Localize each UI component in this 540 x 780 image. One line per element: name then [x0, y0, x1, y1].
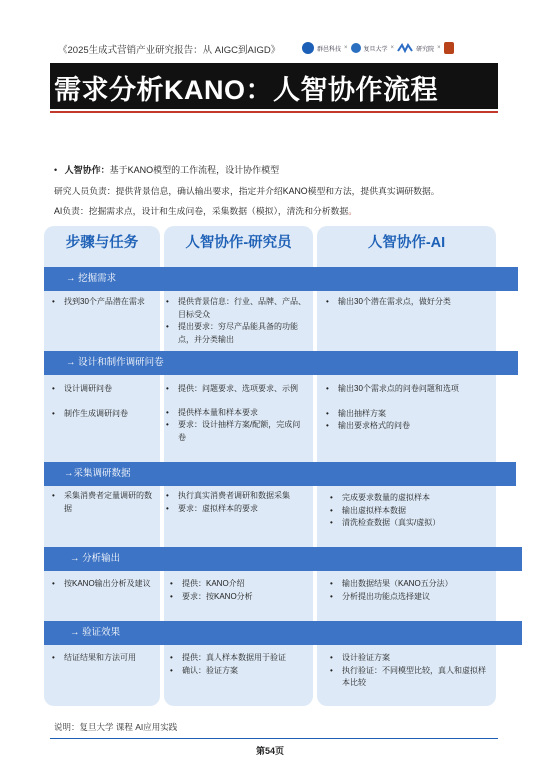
researcher-cell-4 — [170, 578, 306, 603]
ai-logo-icon — [444, 42, 454, 54]
report-title: 《2025生成式营销产业研究报告：从 AIGC到AIGD》 — [58, 45, 281, 56]
list-item: • 输出30个潜在需求点，做好分类 — [326, 296, 491, 309]
ai-cell-4 — [330, 578, 491, 603]
list-item: • 完成要求数量的虚拟样本 — [330, 492, 491, 505]
intro-line-3-text: AI负责：挖掘需求点，设计和生成问卷，采集数据（模拟），清洗和分析数据 — [54, 206, 349, 216]
partner-logos: 群邑科技 × 复旦大学 × 研究院 × — [302, 40, 498, 56]
ai-cell-3 — [330, 492, 491, 530]
section-title: → 验证效果 — [70, 627, 121, 638]
logo-text-3: 研究院 — [416, 46, 435, 53]
list-item: • 输出虚拟样本数据 — [330, 505, 491, 518]
list-item: • 清洗检查数据（真实/虚拟） — [330, 517, 491, 530]
list-item: • 确认：验证方案 — [170, 665, 306, 678]
section-title: → 挖掘需求 — [66, 273, 117, 284]
list-item: • 按KANO输出分析及建议 — [52, 578, 156, 591]
list-item: • 提出要求：穷尽产品能具备的功能点，并分类输出 — [166, 321, 306, 346]
researcher-cell-3 — [166, 490, 306, 515]
group-logo-icon — [302, 42, 314, 54]
list-item: • 采集消费者定量调研的数据 — [52, 490, 156, 515]
researcher-cell-1 — [166, 296, 306, 346]
steps-cell-1 — [52, 296, 156, 309]
list-item: • 找到30个产品潜在需求 — [52, 296, 156, 309]
section-bar-validation — [44, 621, 522, 645]
list-item: • 结证结果和方法可用 — [52, 652, 156, 665]
list-item: • 提供样本量和样本要求 — [166, 407, 306, 420]
section-title: →采集调研数据 — [64, 468, 131, 479]
researcher-cell-2 — [166, 383, 306, 444]
list-item: • 输出要求格式的问卷 — [326, 420, 491, 433]
section-title: → 设计和制作调研问卷 — [66, 357, 164, 368]
list-item: • 输出30个需求点的问卷问题和选项 — [326, 383, 491, 396]
bullet-icon: • — [54, 165, 65, 175]
intro-line-3-end: 。 — [348, 206, 358, 216]
wave-logo-icon — [397, 43, 413, 53]
list-item: • 制作生成调研问卷 — [52, 408, 156, 421]
logo-text-1: 群邑科技 — [317, 46, 342, 53]
university-seal-icon — [351, 43, 361, 53]
steps-cell-3 — [52, 490, 156, 515]
list-item: • 执行真实消费者调研和数据采集 — [166, 490, 306, 503]
banner-divider — [50, 111, 498, 113]
list-item: • 提供背景信息：行业、品牌、产品、目标受众 — [166, 296, 306, 321]
section-title: → 分析输出 — [70, 553, 121, 564]
intro-line-3 — [54, 204, 357, 217]
page-number: 第54页 — [255, 746, 284, 756]
list-item: • 要求：按KANO分析 — [170, 591, 306, 604]
intro-label: 人智协作： — [64, 165, 110, 175]
section-bar-questionnaire — [44, 351, 518, 375]
list-item: • 要求：虚拟样本的要求 — [166, 503, 306, 516]
ai-cell-2 — [326, 383, 491, 433]
ai-cell-5 — [330, 652, 491, 690]
column-header-ai: 人智协作-AI — [367, 235, 446, 251]
ai-cell-1 — [326, 296, 491, 309]
steps-cell-2 — [52, 383, 156, 420]
logo-text-2: 复旦大学 — [363, 46, 388, 53]
list-item: • 提供：真人样本数据用于验证 — [170, 652, 306, 665]
list-item: • 输出抽样方案 — [326, 408, 491, 421]
list-item: • 要求：设计抽样方案/配额，完成问卷 — [166, 419, 306, 444]
list-item: • 设计调研问卷 — [52, 383, 156, 396]
steps-cell-4 — [52, 578, 156, 591]
list-item: • 输出数据结果（KANO五分法） — [330, 578, 491, 591]
list-item: • 执行验证：不同模型比较，真人和虚拟样本比较 — [330, 665, 491, 690]
researcher-cell-5 — [170, 652, 306, 677]
list-item: • 设计验证方案 — [330, 652, 491, 665]
list-item: • 分析提出功能点选择建议 — [330, 591, 491, 604]
list-item: • 提供：KANO介绍 — [170, 578, 306, 591]
intro-text: 基于KANO模型的工作流程，设计协作模型 — [109, 165, 280, 175]
intro-line-2: 研究人员负责：提供背景信息，确认输出要求，指定并介绍KANO模型和方法，提供真实调研数据。 — [54, 186, 440, 196]
footnote: 说明：复旦大学 课程 AI应用实践 — [54, 722, 178, 732]
column-header-researcher: 人智协作-研究员 — [185, 235, 292, 251]
footer-divider — [50, 738, 498, 739]
title-banner — [50, 63, 498, 109]
section-bar-mining — [44, 267, 518, 291]
steps-cell-5 — [52, 652, 156, 665]
intro-line-1 — [54, 163, 279, 176]
page-title: 需求分析KANO：人智协作流程 — [54, 75, 438, 105]
list-item: • 提供：问题要求、选项要求、示例 — [166, 383, 306, 396]
section-bar-data-collection — [44, 462, 516, 486]
section-bar-analysis — [44, 547, 522, 571]
column-header-steps: 步骤与任务 — [65, 235, 139, 251]
